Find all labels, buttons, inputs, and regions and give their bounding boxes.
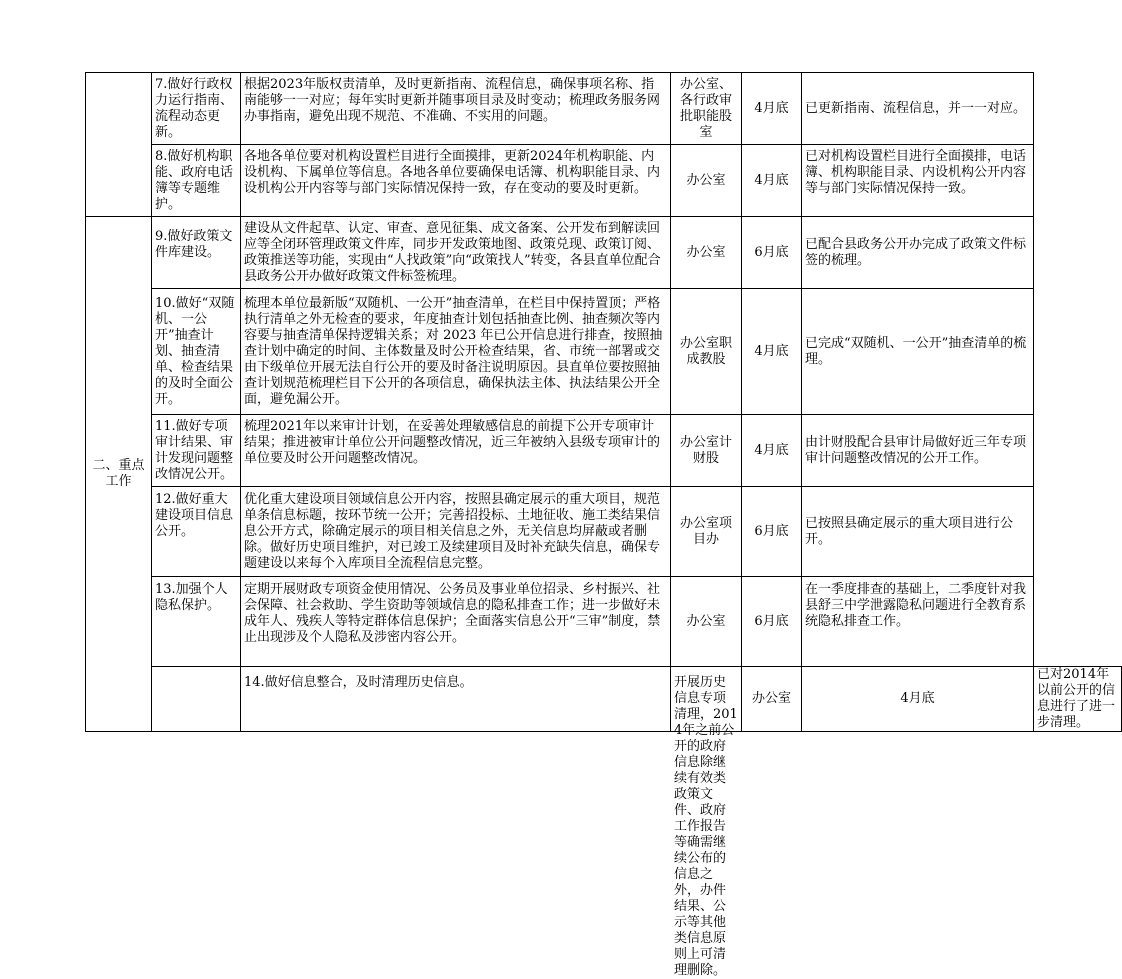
task-description: 定期开展财政专项资金使用情况、公务员及事业单位招录、乡村振兴、社会保障、社会救助、学生资助等领域信息的隐私排查工作；进一步做好未成年人、残疾人等特定群体信息保护；全面落实信息公开“三审”制度，禁止出现涉及个人隐私及涉密内容公开。 [244, 581, 661, 645]
deadline-cell [742, 73, 802, 145]
task-category-cell [152, 289, 241, 415]
deadline-cell [742, 217, 802, 289]
progress-cell [1034, 667, 1122, 732]
responsible-department-cell [671, 145, 742, 217]
progress-text: 已对机构设置栏目进行全面摸排，电话簿、机构职能目录、内设机构公开内容等与部门实际情况保持一致。 [805, 148, 1027, 196]
table-row [86, 415, 1122, 487]
task-category: 13.加强个人隐私保护。 [155, 581, 228, 613]
responsible-department: 办公室项目办 [679, 515, 732, 547]
table-row [86, 487, 1122, 577]
responsible-department: 办公室职成教股 [679, 335, 732, 367]
task-description: 根据2023年版权责清单，及时更新指南、流程信息，确保事项名称、指南能够一一对应；每年实时更新并随事项目录及时变动；梳理政务服务网办事指南，避免出现不规范、不准确、不实用的问题。 [244, 76, 661, 124]
task-description-cell [241, 577, 671, 667]
task-category-cell [152, 217, 241, 289]
table-row [86, 145, 1122, 217]
task-category-cell [241, 667, 671, 732]
progress-cell [802, 577, 1034, 667]
progress-cell [802, 145, 1034, 217]
responsible-department-cell [742, 667, 802, 732]
deadline-cell [742, 577, 802, 667]
task-description: 开展历史信息专项清理，2014年之前公开的政府信息除继续有效类政策文件、政府工作报告等确需继续公布的信息之外，办件结果、公示等其他类信息原则上可清理删除。 [674, 675, 738, 978]
deadline: 4月底 [754, 343, 789, 359]
deadline: 4月底 [754, 442, 789, 458]
progress-text: 由计财股配合县审计局做好近三年专项审计问题整改情况的公开工作。 [805, 434, 1027, 466]
task-description-cell [671, 667, 742, 978]
responsible-department: 办公室 [686, 172, 726, 188]
table-row [86, 289, 1122, 415]
progress-cell [802, 487, 1034, 577]
task-description: 建设从文件起草、认定、审查、意见征集、成文备案、公开发布到解读回应等全闭环管理政策文件库，同步开发政策地图、政策兑现、政策订阅、政策推送等功能，实现由“人找政策”向“政策找人”转变，各县直单位配合县政务公开办做好政策文件标签梳理。 [244, 220, 661, 284]
responsible-department: 办公室 [751, 691, 791, 706]
responsible-department-cell [671, 73, 742, 145]
responsible-department-cell [671, 415, 742, 487]
progress-cell [802, 415, 1034, 487]
task-category: 10.做好“双随机、一公开”抽查计划、抽查清单、检查结果的及时全面公开。 [155, 295, 235, 407]
task-description: 各地各单位要对机构设置栏目进行全面摸排，更新2024年机构职能、内设机构、下属单位等信息。各地各单位要确保电话簿、机构职能目录、内设机构公开内容等与部门实际情况保持一致，存在变动的要及时更新。 [244, 148, 661, 196]
table-row [86, 667, 1122, 732]
task-description: 优化重大建设项目领域信息公开内容，按照县确定展示的重大项目，规范单条信息标题，按环节统一公开；完善招投标、土地征收、施工类结果信息公开方式，除确定展示的项目相关信息之外，无关信息均屏蔽或者删除。做好历史项目维护，对已竣工及续建项目及时补充缺失信息，确保专题建设以来每个入库项目全流程信息完整。 [244, 491, 661, 571]
task-description-cell [241, 73, 671, 145]
responsible-department-cell [671, 487, 742, 577]
section-label: 二、重点工作 [92, 458, 145, 489]
progress-cell [802, 289, 1034, 415]
task-description: 梳理本单位最新版“双随机、一公开”抽查清单，在栏目中保持置顶；严格执行清单之外无检查的要求，年度抽查计划包括抽查比例、抽查频次等内容要与抽查清单保持逻辑关系；对 2023 年已公开信息进行排查，按照抽查计划中确定的时间、主体数量及时公开检查结果，省、市统一部署或交由下级单位开展无法自行公开的要及时备注说明原因。县直单位要按照抽查计划规范梳理栏目下公开的各项信息，确保执法主体、执法结果公开全面，避免漏公开。 [244, 295, 663, 407]
task-category-cell [152, 487, 241, 577]
progress-text: 已配合县政务公开办完成了政策文件标签的梳理。 [805, 236, 1027, 268]
progress-cell [802, 73, 1034, 145]
responsible-department: 办公室计财股 [679, 434, 732, 466]
deadline: 4月底 [754, 172, 789, 188]
task-description: 梳理2021年以来审计计划，在妥善处理敏感信息的前提下公开专项审计结果；推进被审计单位公开问题整改情况，近三年被纳入县级专项审计的单位要及时公开问题整改情况。 [244, 418, 661, 466]
deadline-cell [742, 487, 802, 577]
progress-text: 已按照县确定展示的重大项目进行公开。 [805, 515, 1014, 547]
responsible-department: 办公室 [686, 613, 726, 629]
task-category-cell [152, 415, 241, 487]
responsible-department: 办公室、各行政审批职能股室 [679, 76, 732, 140]
progress-cell [802, 217, 1034, 289]
task-category-cell [152, 145, 241, 217]
task-category-cell [152, 73, 241, 145]
deadline: 4月底 [754, 100, 789, 116]
work-plan-table [85, 72, 1122, 978]
progress-text: 已完成“双随机、一公开”抽查清单的梳理。 [805, 335, 1027, 367]
task-category: 8.做好机构职能、政府电话簿等专题维护。 [155, 148, 234, 212]
task-description-cell [241, 217, 671, 289]
task-category: 12.做好重大建设项目信息公开。 [155, 491, 234, 539]
progress-text: 已更新指南、流程信息，并一一对应。 [805, 100, 1027, 116]
deadline-cell [802, 667, 1034, 732]
section-cell [86, 217, 152, 732]
progress-text: 在一季度排查的基础上，二季度针对我县舒三中学泄露隐私问题进行全教育系统隐私排查工作。 [805, 581, 1027, 629]
section-cell [86, 73, 152, 217]
responsible-department-cell [671, 577, 742, 667]
task-description-cell [241, 487, 671, 577]
progress-text: 已对2014年以前公开的信息进行了进一步清理。 [1037, 667, 1116, 730]
responsible-department: 办公室 [686, 244, 726, 260]
task-category: 7.做好行政权力运行指南、流程动态更新。 [155, 76, 234, 140]
task-description-cell [241, 145, 671, 217]
table-row [86, 577, 1122, 667]
task-category: 9.做好政策文件库建设。 [155, 228, 233, 260]
responsible-department-cell [671, 289, 742, 415]
deadline: 6月底 [754, 523, 789, 539]
responsible-department-cell [671, 217, 742, 289]
table-row [86, 73, 1122, 145]
deadline-cell [742, 145, 802, 217]
deadline-cell [742, 289, 802, 415]
deadline: 6月底 [754, 613, 789, 629]
deadline-cell [742, 415, 802, 487]
task-description-cell [241, 415, 671, 487]
task-category: 11.做好专项审计结果、审计发现问题整改情况公开。 [155, 418, 234, 482]
task-description-cell [241, 289, 671, 415]
task-category-cell [152, 577, 241, 667]
table-row [86, 217, 1122, 289]
deadline: 6月底 [754, 244, 789, 260]
deadline: 4月底 [900, 691, 935, 706]
task-category: 14.做好信息整合，及时清理历史信息。 [244, 675, 473, 690]
section-cell [152, 667, 241, 732]
